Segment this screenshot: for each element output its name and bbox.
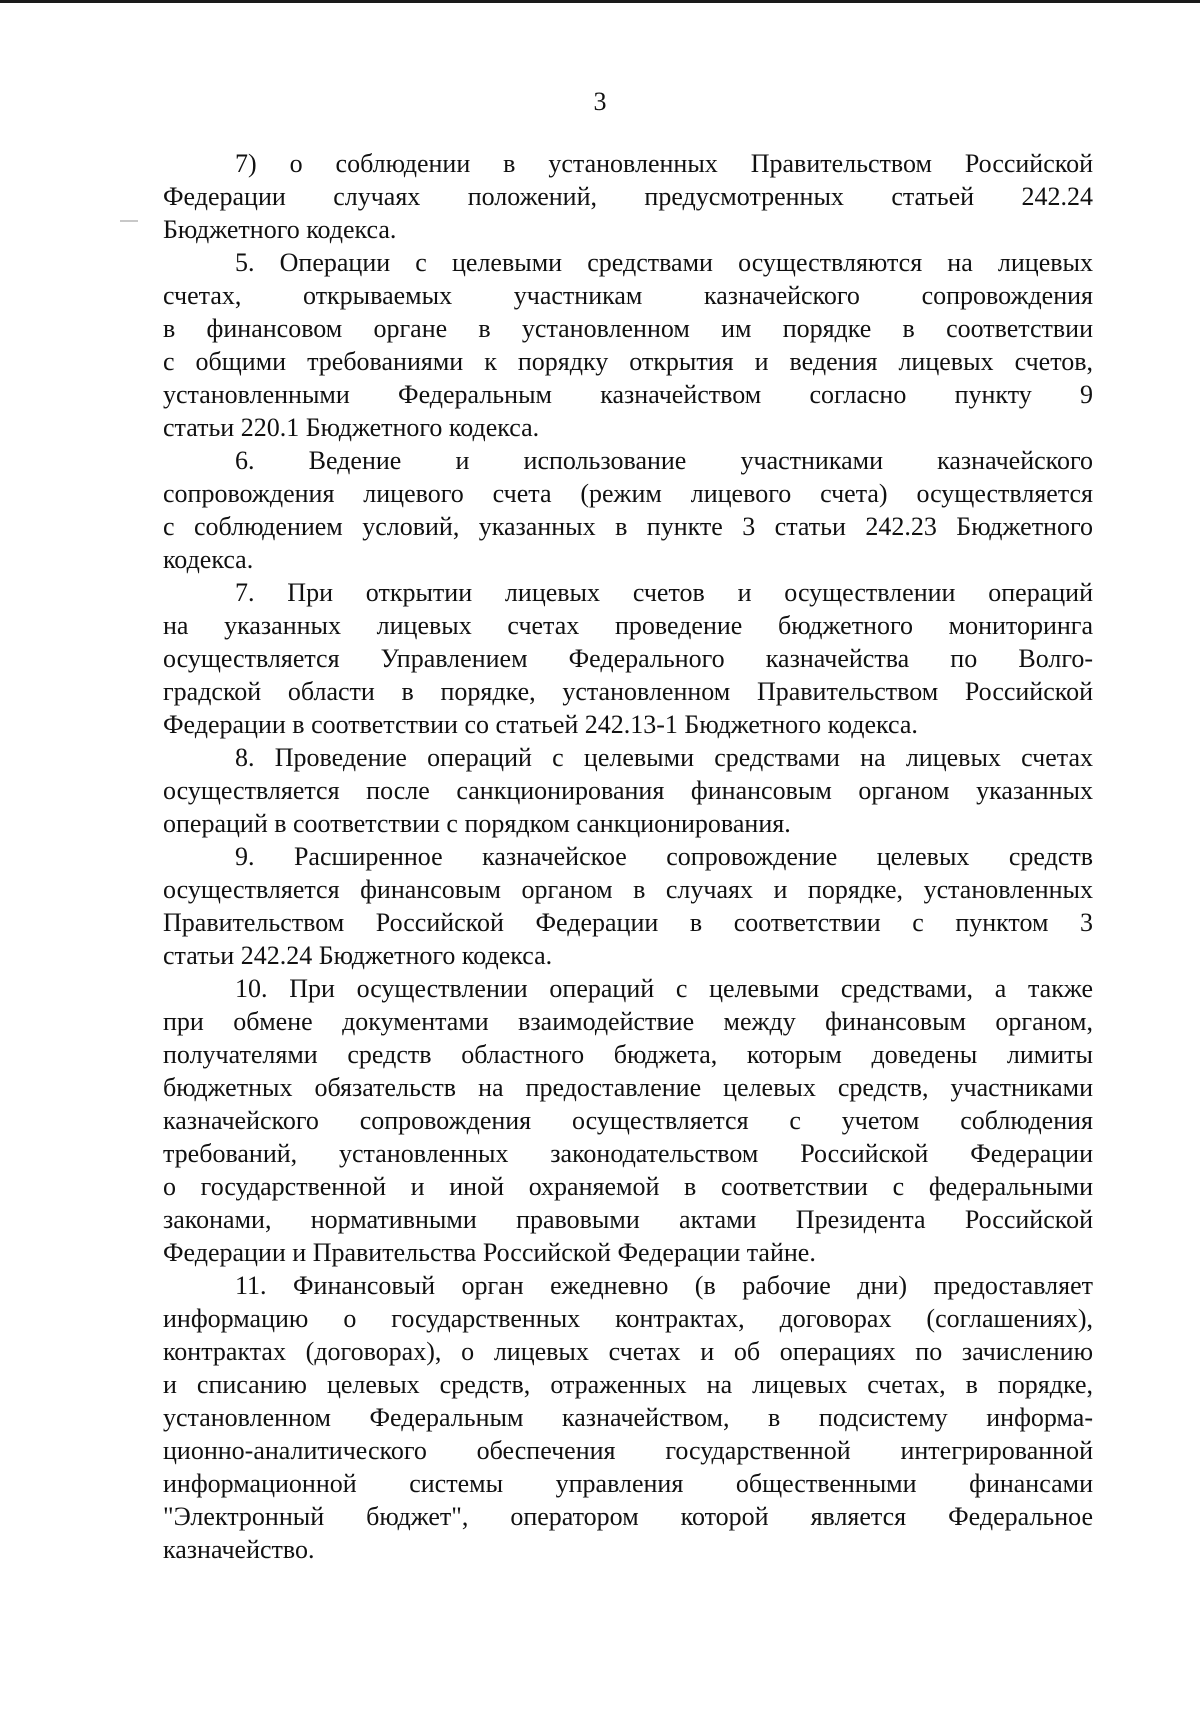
- paragraph: [163, 741, 1093, 840]
- paragraph-line: статьи 242.24 Бюджетного кодекса.: [163, 941, 553, 970]
- paragraph-line: получателями средств областного бюджета, которым доведены лимиты: [163, 1040, 1093, 1069]
- paragraph: [163, 1269, 1093, 1566]
- paragraph-line: законами, нормативными правовыми актами Президента Российской: [163, 1205, 1093, 1234]
- page-number: 3: [593, 87, 607, 116]
- paragraph-line: Правительством Российской Федерации в соответствии с пунктом 3: [163, 908, 1093, 937]
- paragraph-line: Бюджетного кодекса.: [163, 215, 397, 244]
- paragraph-line: контрактах (договорах), о лицевых счетах и об операциях по зачислению: [163, 1337, 1093, 1366]
- paragraph-line: 10. При осуществлении операций с целевыми средствами, а также: [235, 974, 1093, 1003]
- paragraph: [163, 576, 1093, 741]
- paragraph: [163, 840, 1093, 972]
- paragraph-line: с общими требованиями к порядку открытия и ведения лицевых счетов,: [163, 347, 1093, 376]
- paragraph-line: казначейство.: [163, 1535, 315, 1564]
- paragraph-line: с соблюдением условий, указанных в пункте 3 статьи 242.23 Бюджетного: [163, 512, 1093, 541]
- scan-margin-mark: [120, 220, 138, 222]
- paragraph-line: при обмене документами взаимодействие между финансовым органом,: [163, 1007, 1093, 1036]
- paragraph-line: установленными Федеральным казначейством согласно пункту 9: [163, 380, 1093, 409]
- paragraph-line: информацию о государственных контрактах, договорах (соглашениях),: [163, 1304, 1093, 1333]
- paragraph-line: 7) о соблюдении в установленных Правительством Российской: [235, 149, 1093, 178]
- paragraph-line: 8. Проведение операций с целевыми средствами на лицевых счетах: [235, 743, 1093, 772]
- paragraph-line: осуществляется после санкционирования финансовым органом указанных: [163, 776, 1093, 805]
- paragraph-line: установленном Федеральным казначейством, в подсистему информа-: [163, 1403, 1093, 1432]
- paragraph-line: казначейского сопровождения осуществляется с учетом соблюдения: [163, 1106, 1093, 1135]
- paragraph-line: кодекса.: [163, 545, 254, 574]
- paragraph-line: градской области в порядке, установленном Правительством Российской: [163, 677, 1093, 706]
- paragraph-line: бюджетных обязательств на предоставление целевых средств, участниками: [163, 1073, 1093, 1102]
- paragraph-line: операций в соответствии с порядком санкционирования.: [163, 809, 791, 838]
- paragraph-line: 9. Расширенное казначейское сопровождение целевых средств: [235, 842, 1093, 871]
- paragraph: [163, 972, 1093, 1269]
- paragraph-line: на указанных лицевых счетах проведение бюджетного мониторинга: [163, 611, 1093, 640]
- document-body: [163, 147, 1093, 1566]
- paragraph-line: 6. Ведение и использование участниками казначейского: [235, 446, 1093, 475]
- paragraph: [163, 147, 1093, 246]
- paragraph-line: требований, установленных законодательством Российской Федерации: [163, 1139, 1093, 1168]
- paragraph-line: и списанию целевых средств, отраженных на лицевых счетах, в порядке,: [163, 1370, 1093, 1399]
- paragraph: [163, 444, 1093, 576]
- paragraph: [163, 246, 1093, 444]
- paragraph-line: ционно-аналитического обеспечения государственной интегрированной: [163, 1436, 1093, 1465]
- paragraph-line: статьи 220.1 Бюджетного кодекса.: [163, 413, 540, 442]
- paragraph-line: 11. Финансовый орган ежедневно (в рабочие дни) предоставляет: [235, 1271, 1093, 1300]
- paragraph-line: "Электронный бюджет", оператором которой является Федеральное: [163, 1502, 1093, 1531]
- paragraph-line: Федерации случаях положений, предусмотренных статьей 242.24: [163, 182, 1093, 211]
- scan-top-edge: [0, 0, 1200, 3]
- paragraph-line: Федерации и Правительства Российской Федерации тайне.: [163, 1238, 816, 1267]
- paragraph-line: Федерации в соответствии со статьей 242.13-1 Бюджетного кодекса.: [163, 710, 918, 739]
- paragraph-line: информационной системы управления общественными финансами: [163, 1469, 1093, 1498]
- paragraph-line: сопровождения лицевого счета (режим лицевого счета) осуществляется: [163, 479, 1093, 508]
- paragraph-line: осуществляется финансовым органом в случаях и порядке, установленных: [163, 875, 1093, 904]
- paragraph-line: 7. При открытии лицевых счетов и осуществлении операций: [235, 578, 1093, 607]
- paragraph-line: счетах, открываемых участникам казначейского сопровождения: [163, 281, 1093, 310]
- paragraph-line: о государственной и иной охраняемой в соответствии с федеральными: [163, 1172, 1093, 1201]
- paragraph-line: осуществляется Управлением Федерального казначейства по Волго-: [163, 644, 1093, 673]
- paragraph-line: в финансовом органе в установленном им порядке в соответствии: [163, 314, 1093, 343]
- paragraph-line: 5. Операции с целевыми средствами осуществляются на лицевых: [235, 248, 1093, 277]
